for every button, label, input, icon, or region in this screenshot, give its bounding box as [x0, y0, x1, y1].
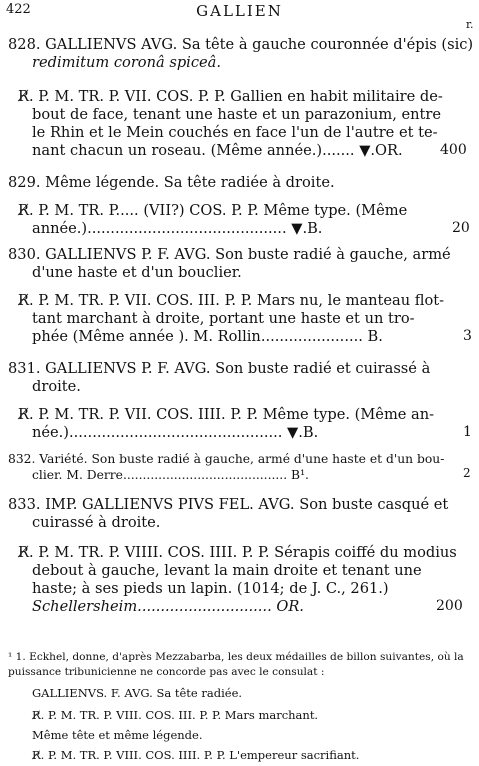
entry-price: 2 — [463, 466, 471, 480]
entry-line: haste; à ses pieds un lapin. (1014; de J. C., 261.) — [32, 580, 389, 597]
entry-price: 20 — [452, 220, 470, 236]
footnote-line: R̸. P. M. TR. P. VIII. COS. III. P. P. Mars marchant. — [32, 708, 319, 722]
entry-line: 833. IMP. GALLIENVS PIVS FEL. AVG. Son buste casqué et — [8, 496, 449, 513]
footnote-line: GALLIENVS. F. AVG. Sa tête radiée. — [32, 686, 243, 700]
entry-line: R̸. P. M. TR. P. VII. COS. III. P. P. Mars nu, le manteau flot- — [18, 292, 445, 309]
entry-line: bout de face, tenant une haste et un parazonium, entre — [32, 106, 442, 123]
entry-price: 3 — [463, 328, 472, 344]
column-label: r. — [466, 18, 474, 31]
entry-price: 400 — [440, 142, 467, 158]
entry-line: 832. Variété. Son buste radié à gauche, armé d'une haste et d'un bou- — [8, 452, 445, 466]
entry-line: 830. GALLIENVS P. F. AVG. Son buste radié à gauche, armé — [8, 246, 451, 263]
entry-line: née.).............................................. ▼.B. — [32, 424, 319, 441]
entry-line: phée (Même année ). M. Rollin...................... B. — [32, 328, 383, 345]
entry-line: cuirassé à droite. — [32, 514, 161, 531]
footnote-line: puissance tribunicienne ne concorde pas avec le consulat : — [8, 666, 325, 678]
footnote-line: ¹ 1. Eckhel, donne, d'après Mezzabarba, les deux médailles de billon suivantes, où la — [8, 651, 464, 663]
entry-line: redimitum coronâ spiceâ. — [32, 54, 221, 71]
entry-line: droite. — [32, 378, 81, 395]
entry-line: R̸. P. M. TR. P. VII. COS. IIII. P. P. Même type. (Même an- — [18, 406, 435, 423]
entry-price: 1 — [463, 424, 472, 440]
entry-line: R̸. P. M. TR. P. VII. COS. P. P. Gallien en habit militaire de- — [18, 88, 443, 105]
entry-line: R̸. P. M. TR. P. VIIII. COS. IIII. P. P. Sérapis coiffé du modius — [18, 544, 457, 561]
entry-line: R̸. P. M. TR. P..... (VII?) COS. P. P. Même type. (Même — [18, 202, 408, 219]
page-number: 422 — [6, 2, 31, 17]
entry-line: tant marchant à droite, portant une haste et un tro- — [32, 310, 415, 327]
entry-line: Schellersheim............................. OR. — [32, 598, 304, 615]
entry-line: nant chacun un roseau. (Même année.)....... ▼.OR. — [32, 142, 403, 159]
footnote-line: Même tête et même légende. — [32, 728, 203, 742]
entry-line: 828. GALLIENVS AVG. Sa tête à gauche couronnée d'épis (sic) — [8, 36, 474, 53]
entry-line: 831. GALLIENVS P. F. AVG. Son buste radié et cuirassé à — [8, 360, 431, 377]
entry-price: 200 — [436, 598, 463, 614]
entry-line: debout à gauche, levant la main droite et tenant une — [32, 562, 422, 579]
entry-line: année.)........................................... ▼.B. — [32, 220, 323, 237]
page-title: GALLIEN — [196, 2, 283, 20]
entry-line: le Rhin et le Mein couchés en face l'un de l'autre et te- — [32, 124, 438, 141]
footnote-line: R̸. P. M. TR. P. VIII. COS. IIII. P. P. L'empereur sacrifiant. — [32, 748, 360, 762]
entry-line: clier. M. Derre.......................................... B¹. — [32, 468, 309, 482]
entry-line: d'une haste et d'un bouclier. — [32, 264, 242, 281]
entry-line: 829. Même légende. Sa tête radiée à droite. — [8, 174, 335, 191]
